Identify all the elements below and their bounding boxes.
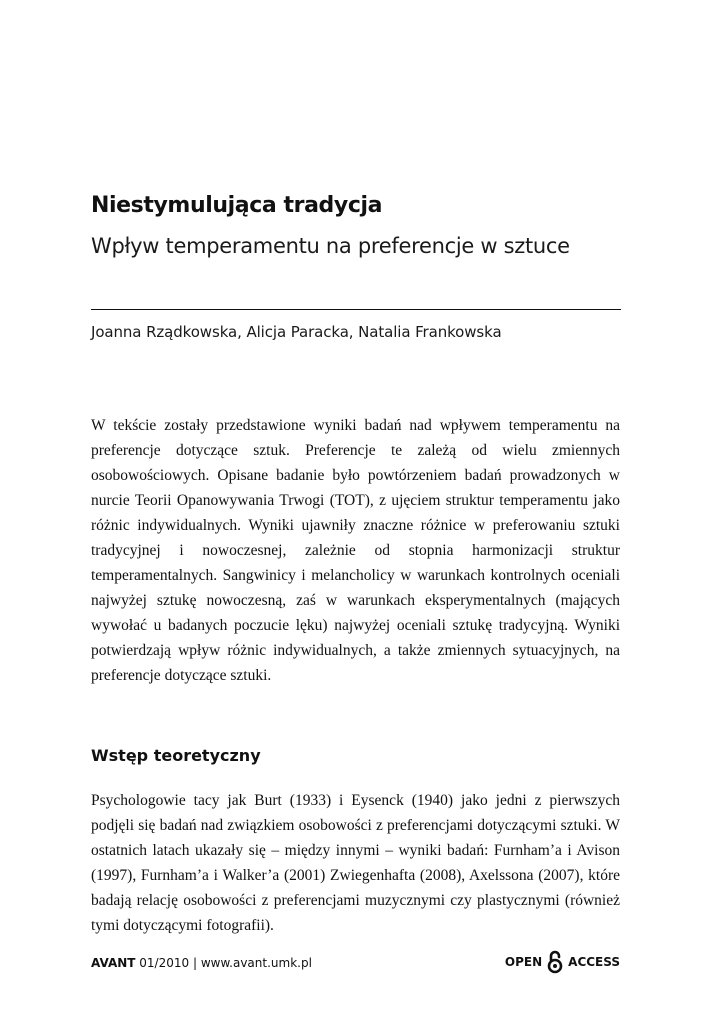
title-divider xyxy=(91,309,621,310)
open-access-lock-icon xyxy=(546,950,564,974)
open-access-badge xyxy=(505,950,620,974)
abstract-paragraph: W tekście zostały przedstawione wyniki badań nad wpływem temperamentu na preferencje dotyczące sztuk. Preferencje te zależą od wielu zmiennych osobowościowych. Opisane badanie było powtórzeniem badań prowadzonych w nurcie Teorii Opanowywania Trwogi (TOT), z ujęciem struktur temperamentu jako różnic indywidualnych. Wyniki ujawniły znaczne różnice w preferowaniu sztuki tradycyjnej i nowoczesnej, zależnie od stopnia harmonizacji struktur temperamentalnych. Sangwinicy i melancholicy w warunkach kontrolnych oceniali najwyżej sztukę nowoczesną, zaś w warunkach eksperymentalnych (mających wywołać u badanych poczucie lęku) najwyżej oceniali sztukę tradycyjną. Wyniki potwierdzają wpływ różnic indywidualnych, a także zmiennych sytuacyjnych, na preferencje dotyczące sztuki. xyxy=(91,417,620,684)
footer-citation xyxy=(91,956,312,970)
section-body-paragraph: Psychologowie tacy jak Burt (1933) i Eysenck (1940) jako jedni z pierwszych podjęli się badań nad związkiem osobowości z preferencjami dotyczącymi sztuki. W ostatnich latach ukazały się – między innymi – wyniki badań: Furnham’a i Avison (1997), Furnham’a i Walker’a (2001) Zwiegenhafta (2008), Axelssona (2007), które badają relację osobowości z preferencjami muzycznymi czy plastycznymi (również tymi dotyczącymi fotografii). xyxy=(91,792,620,934)
access-label: ACCESS xyxy=(568,955,620,969)
paper-title: Niestymulująca tradycja xyxy=(91,193,383,218)
paper-subtitle: Wpływ temperamentu na preferencje w sztuce xyxy=(91,234,570,258)
footer-separator: | xyxy=(189,956,201,970)
journal-name: AVANT xyxy=(91,956,136,970)
journal-issue: 01/2010 xyxy=(135,956,190,970)
open-label: OPEN xyxy=(504,955,543,969)
journal-url[interactable]: www.avant.umk.pl xyxy=(200,956,312,970)
section-heading: Wstęp teoretyczny xyxy=(91,746,261,765)
authors-line: Joanna Rządkowska, Alicja Paracka, Natalia Frankowska xyxy=(91,323,502,341)
